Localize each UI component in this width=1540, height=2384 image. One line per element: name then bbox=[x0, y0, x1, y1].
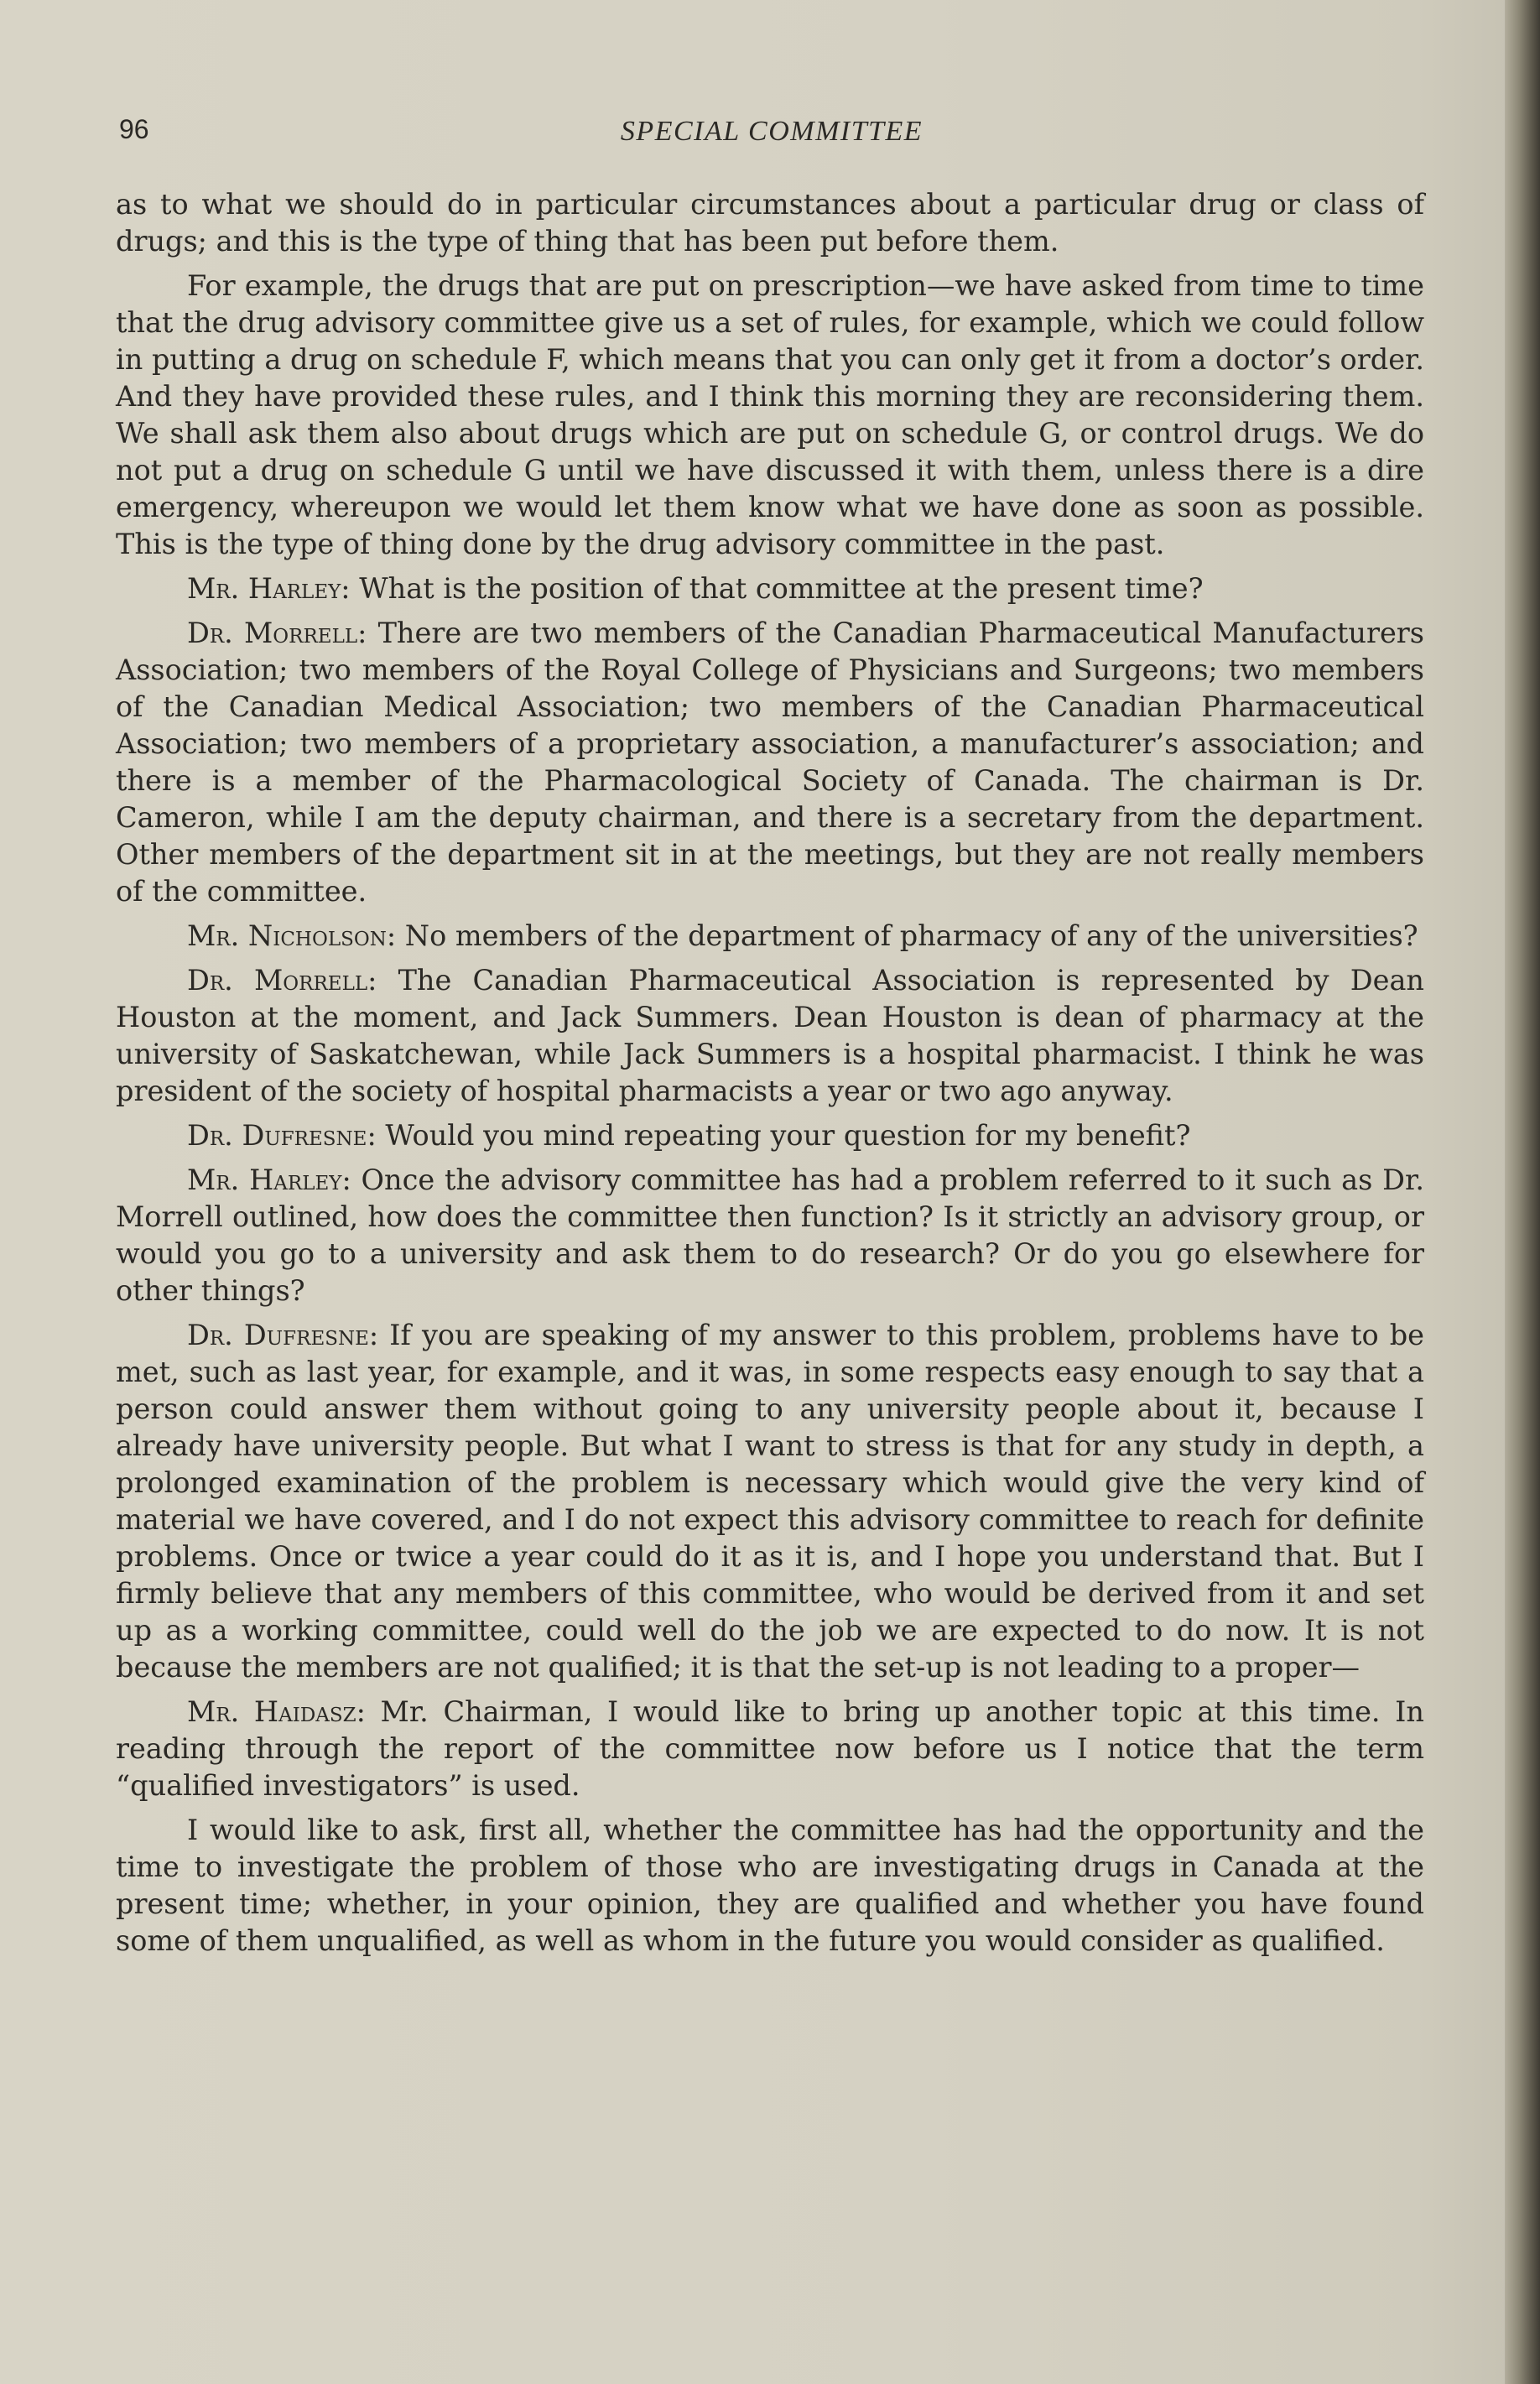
speaker-name: Mr. Haidasz: bbox=[187, 1695, 366, 1728]
speaker-name: Dr. Dufresne: bbox=[187, 1119, 377, 1152]
paragraph-text: Would you mind repeating your question for my benefit? bbox=[376, 1119, 1191, 1152]
speaker-name: Mr. Harley: bbox=[187, 572, 351, 605]
paragraph bbox=[116, 918, 1424, 955]
transcript-body bbox=[116, 186, 1424, 1967]
speaker-name: Mr. Nicholson: bbox=[187, 919, 397, 952]
paragraph-text: The Canadian Pharmaceutical Association is represented by Dean Houston at the moment, and Jack Summers. Dean Houston is dean of pharmacy at the university of Saskatchewan, while Jack Summers is a hospital pharmacist. I think he was president of the society of hospital pharmacists a year or two ago anyway. bbox=[116, 964, 1424, 1107]
paragraph bbox=[116, 962, 1424, 1110]
paragraph bbox=[116, 615, 1424, 910]
paragraph-text: If you are speaking of my answer to this problem, problems have to be met, such as last year, for example, and it was, in some respects easy enough to say that a person could answer them without going to any university people about it, because I already have university people. But what I want to stress is that for any study in depth, a prolonged examination of the problem is necessary which would give the very kind of material we have covered, and I do not expect this advisory committee to reach for definite problems. Once or twice a year could do it as it is, and I hope you understand that. But I firmly believe that any members of this committee, who would be derived from it and set up as a working committee, could well do the job we are expected to do now. It is not because the members are not qualified; it is that the set-up is not leading to a proper— bbox=[116, 1319, 1424, 1684]
running-head: SPECIAL COMMITTEE bbox=[620, 116, 923, 147]
page-edge-shadow bbox=[1505, 0, 1540, 2384]
page-header bbox=[119, 114, 1424, 154]
paragraph-text: For example, the drugs that are put on prescription—we have asked from time to time that the drug advisory committee give us a set of rules, for example, which we could follow in putting a drug on schedule F, which means that you can only get it from a doctor’s order. And they have provided these rules, and I think this morning they are reconsidering them. We shall ask them also about drugs which are put on schedule G, or control drugs. We do not put a drug on schedule G until we have discussed it with them, unless there is a dire emergency, whereupon we would let them know what we have done as soon as possible. This is the type of thing done by the drug advisory committee in the past. bbox=[116, 269, 1424, 560]
paragraph bbox=[116, 1117, 1424, 1154]
speaker-name: Dr. Morrell: bbox=[187, 617, 367, 649]
paragraph bbox=[116, 1694, 1424, 1804]
speaker-name: Dr. Dufresne: bbox=[187, 1319, 379, 1351]
paragraph bbox=[116, 186, 1424, 260]
paragraph-text: Mr. Chairman, I would like to bring up another topic at this time. In reading through the report of the committee now before us I notice that the term “qualified investigators” is used. bbox=[116, 1695, 1424, 1802]
speaker-name: Mr. Harley: bbox=[187, 1163, 351, 1196]
paragraph-text: What is the position of that committee at the present time? bbox=[350, 572, 1204, 605]
paragraph-text: I would like to ask, first all, whether the committee has had the opportunity and the time to investigate the problem of those who are investigating drugs in Canada at the present time; whether, in your opinion, they are qualified and whether you have found some of them unqualified, as well as whom in the future you would consider as qualified. bbox=[116, 1814, 1424, 1957]
paragraph-text: No members of the department of pharmacy of any of the universities? bbox=[396, 919, 1418, 952]
paragraph bbox=[116, 570, 1424, 607]
paragraph bbox=[116, 1317, 1424, 1686]
speaker-name: Dr. Morrell: bbox=[187, 964, 377, 997]
paragraph-text: Once the advisory committee has had a problem referred to it such as Dr. Morrell outlined, how does the committee then function? Is it strictly an advisory group, or would you go to a university and ask them to do research? Or do you go elsewhere for other things? bbox=[116, 1163, 1424, 1307]
paragraph bbox=[116, 1162, 1424, 1309]
paragraph bbox=[116, 1812, 1424, 1960]
paragraph-text: as to what we should do in particular circumstances about a particular drug or class of drugs; and this is the type of thing that has been put before them. bbox=[116, 188, 1424, 258]
paragraph bbox=[116, 268, 1424, 563]
paragraph-text: There are two members of the Canadian Pharmaceutical Manufacturers Association; two members of the Royal College of Physicians and Surgeons; two members of the Canadian Medical Association; two members of the Canadian Pharmaceutical Association; two members of a proprietary association, a manufacturer’s association; and there is a member of the Pharmacological Society of Canada. The chairman is Dr. Cameron, while I am the deputy chairman, and there is a secretary from the department. Other members of the department sit in at the meetings, but they are not really members of the committee. bbox=[116, 617, 1424, 908]
page-number: 96 bbox=[119, 114, 149, 144]
